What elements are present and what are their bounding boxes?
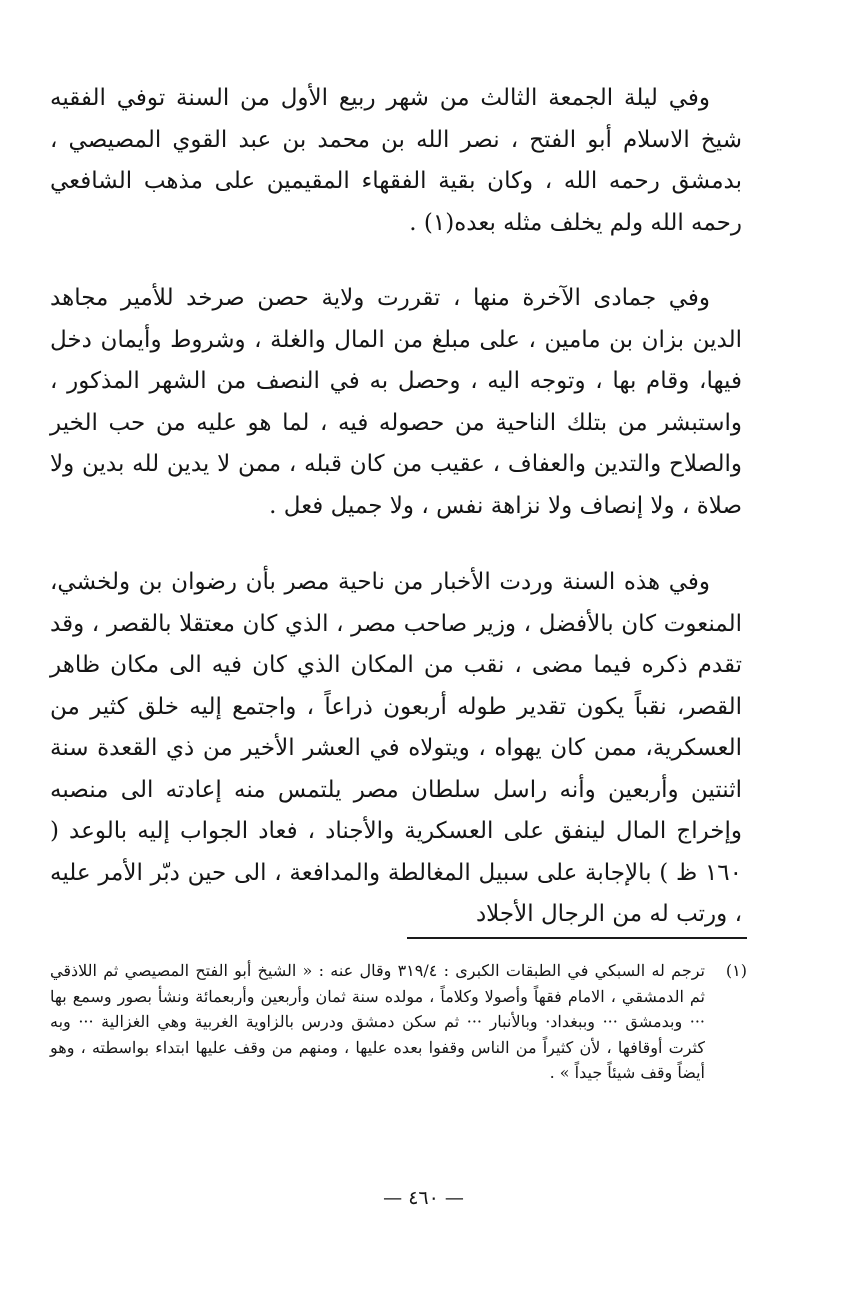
paragraph-text: وفي ليلة الجمعة الثالث من شهر ربيع الأول من السنة توفي الفقيه شيخ الاسلام أبو الفتح ، نصر الله بن محمد بن عبد القوي المصيصي ، بدمشق رحمه الله ، وكان بقية الفقهاء المقيمين على مذهب الشافعي رحمه الله ولم يخلف مثله بعده(١) .	[50, 85, 742, 236]
paragraph-sarkhad-governorship	[50, 278, 742, 527]
paragraph-ridwan-news	[50, 562, 742, 936]
footnote-divider	[407, 937, 747, 939]
footnote-text: ترجم له السبكي في الطبقات الكبرى : ٣١٩/٤ وقال عنه : « الشيخ أبو الفتح المصيصي ثم اللاذقي ثم الدمشقي ، الامام فقهاً وأصولا وكلاماً ، مولده سنة ثمان وأربعين وأربعمائة ونشأ بصور وسمع بها ··· وبدمشق ··· وببغداد· وبالأنبار ··· ثم سكن دمشق ودرس بالزاوية الغربية وهي الغزالية ··· وبه كثرت أوقافها ، لأن كثيراً من الناس وقفوا بعده عليها ، ومنهم من وقف عليها ابتداء بواسطته ، وهو أيضاً وقف شيئاً جيداً » .	[50, 961, 705, 1083]
footnote	[50, 958, 747, 1086]
page-number: — ٤٦٠ —	[383, 1187, 464, 1209]
footnote-number: (١)	[725, 961, 747, 980]
paragraph-text: وفي جمادى الآخرة منها ، تقررت ولاية حصن صرخد للأمير مجاهد الدين بزان بن مامين ، على مبلغ من المال والغلة ، وشروط وأيمان دخل فيها، وقام بها ، وتوجه اليه ، وحصل به في النصف من الشهر المذكور ، واستبشر من بتلك الناحية من حصوله فيه ، لما هو عليه من حب الخير والصلاح والتدين والعفاف ، عقيب من كان قبله ، ممن لا يدين لله بدين ولا صلاة ، ولا إنصاف ولا نزاهة نفس ، ولا جميل فعل .	[50, 285, 742, 519]
paragraph-text: وفي هذه السنة وردت الأخبار من ناحية مصر بأن رضوان بن ولخشي، المنعوت كان بالأفضل ، وزير صاحب مصر ، الذي كان معتقلا بالقصر ، وقد تقدم ذكره فيما مضى ، نقب من المكان الذي كان فيه الى مكان ظاهر القصر، نقباً يكون تقدير طوله أربعون ذراعاً ، واجتمع إليه خلق كثير من العسكرية، ممن كان يهواه ، ويتولاه في العشر الأخير من ذي القعدة سنة اثنتين وأربعين وأنه راسل سلطان مصر يلتمس منه إعادته الى منصبه وإخراج المال لينفق على العسكرية والأجناد ، فعاد الجواب إليه بالوعد ( ١٦٠ ظ ) بالإجابة على سبيل المغالطة والمدافعة ، الى حين دبّر الأمر عليه ، ورتب له من الرجال الأجلاد	[50, 569, 742, 927]
paragraph-death-of-nasrallah	[50, 78, 742, 244]
